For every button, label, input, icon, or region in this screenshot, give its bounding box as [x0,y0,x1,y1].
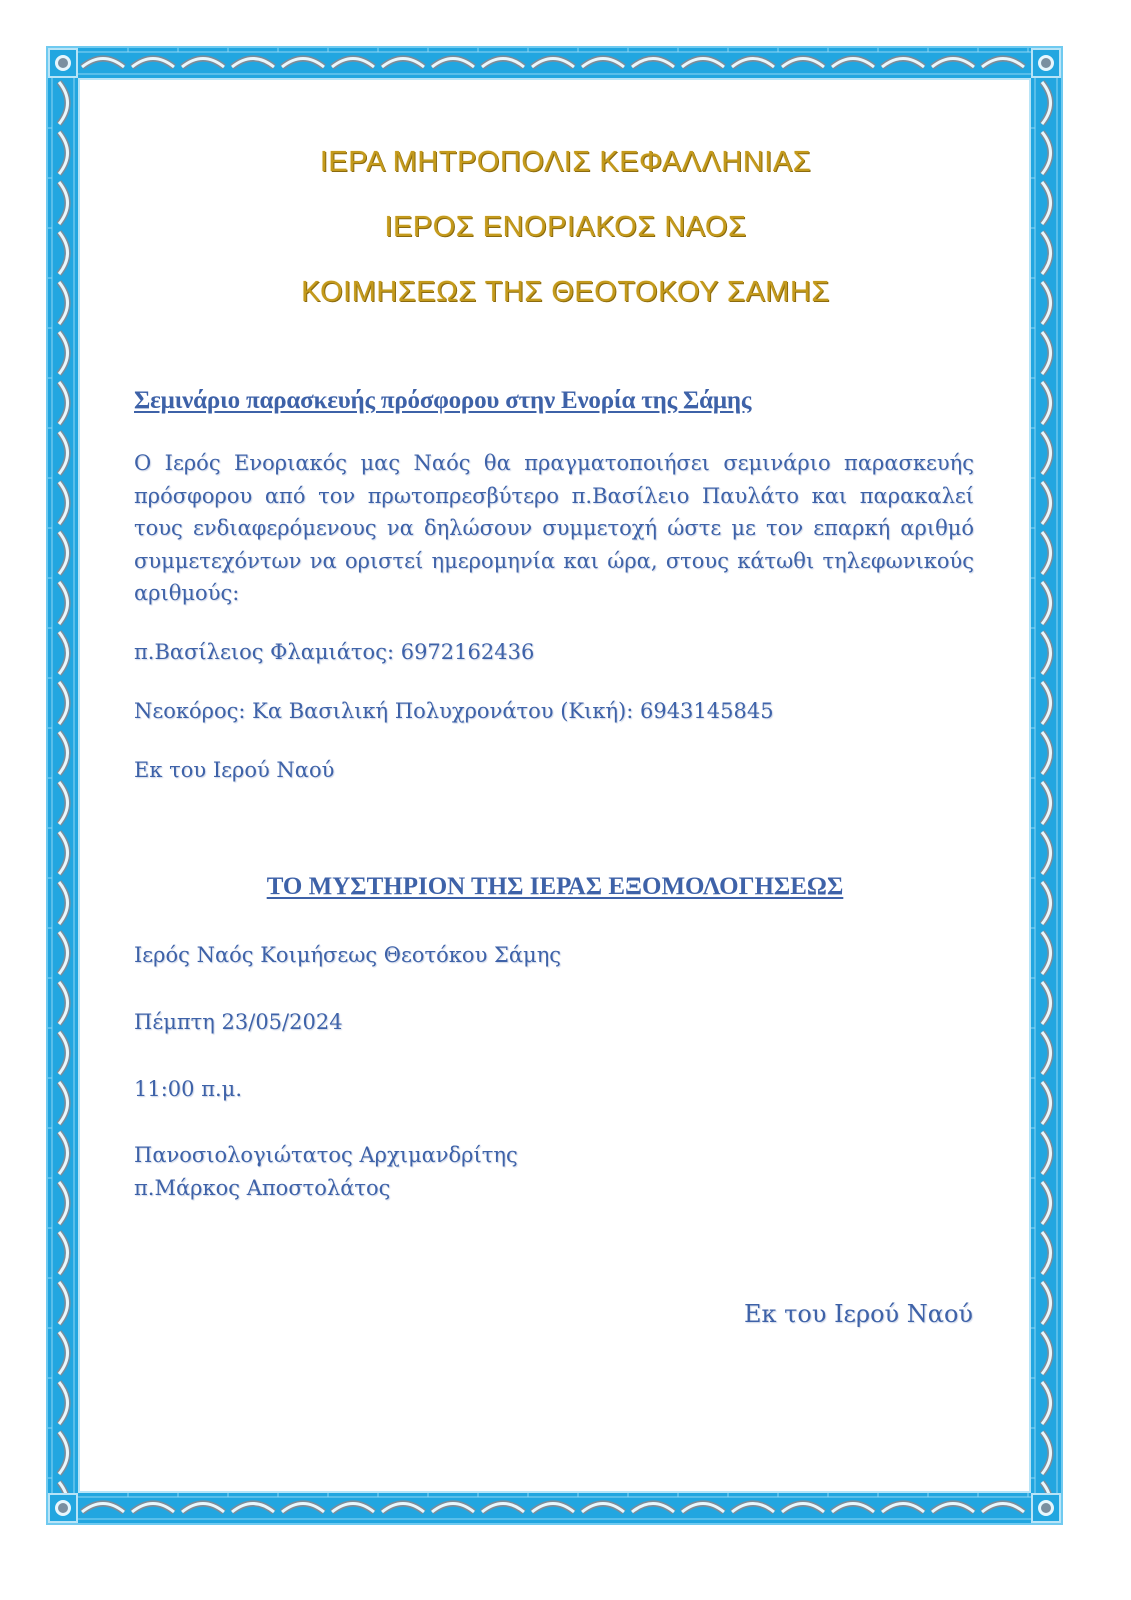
header-parish-church: ΙΕΡΟΣ ΕΝΟΡΙΑΚΟΣ ΝΑΟΣ [384,211,747,243]
corner-ornament-bottom-right [1031,1493,1061,1523]
circle-ornament-icon [55,55,71,71]
confessor-name: π.Μάρκος Αποστολάτος [134,1176,391,1200]
header-metropolis: ΙΕΡΑ ΜΗΤΡΟΠΟΛΙΣ ΚΕΦΑΛΛΗΝΙΑΣ [319,146,812,178]
confession-signature: Εκ του Ιερού Ναού [743,1300,973,1328]
corner-ornament-top-left [48,48,78,78]
circle-ornament-icon [1038,1500,1054,1516]
seminar-body: Ο Ιερός Ενοριακός μας Ναός θα πραγματοποιήσει σεμινάριο παρασκευής πρόσφορου από τον πρωτοπρεσβύτερο π.Βασίλειο Παυλάτο και παρακαλεί τους ενδιαφερόμενους να δηλώσουν συμμετοχή ώστε με τον επαρκή αριθμό συμμετεχόντων να οριστεί ημερομηνία και ώρα, στους κάτωθι τηλεφωνικούς αριθμούς: [134,451,974,605]
confession-title: ΤΟ ΜΥΣΤΗΡΙΟΝ ΤΗΣ ΙΕΡΑΣ ΕΞΟΜΟΛΟΓΗΣΕΩΣ [266,873,844,900]
confession-location: Ιερός Ναός Κοιμήσεως Θεοτόκου Σάμης [134,943,562,967]
confession-date: Πέμπτη 23/05/2024 [134,1010,343,1034]
corner-ornament-bottom-left [48,1493,78,1523]
seminar-signature: Εκ του Ιερού Ναού [134,758,335,782]
seminar-title: Σεμινάριο παρασκευής πρόσφορου στην Ενορία της Σάμης [134,387,752,414]
border-bottom-wave [78,1493,1031,1523]
circle-ornament-icon [1038,55,1054,71]
confessor-title: Πανοσιολογιώτατος Αρχιμανδρίτης [134,1143,518,1167]
circle-ornament-icon [55,1500,71,1516]
header-church-name: ΚΟΙΜΗΣΕΩΣ ΤΗΣ ΘΕΟΤΟΚΟΥ ΣΑΜΗΣ [301,276,830,308]
confession-time: 11:00 π.μ. [134,1077,242,1101]
border-top-wave [78,48,1031,78]
corner-ornament-top-right [1031,48,1061,78]
seminar-contact-sexton: Νεοκόρος: Κα Βασιλική Πολυχρονάτου (Κική): 6943145845 [134,699,774,723]
seminar-contact-priest: π.Βασίλειος Φλαμιάτος: 6972162436 [134,640,535,664]
